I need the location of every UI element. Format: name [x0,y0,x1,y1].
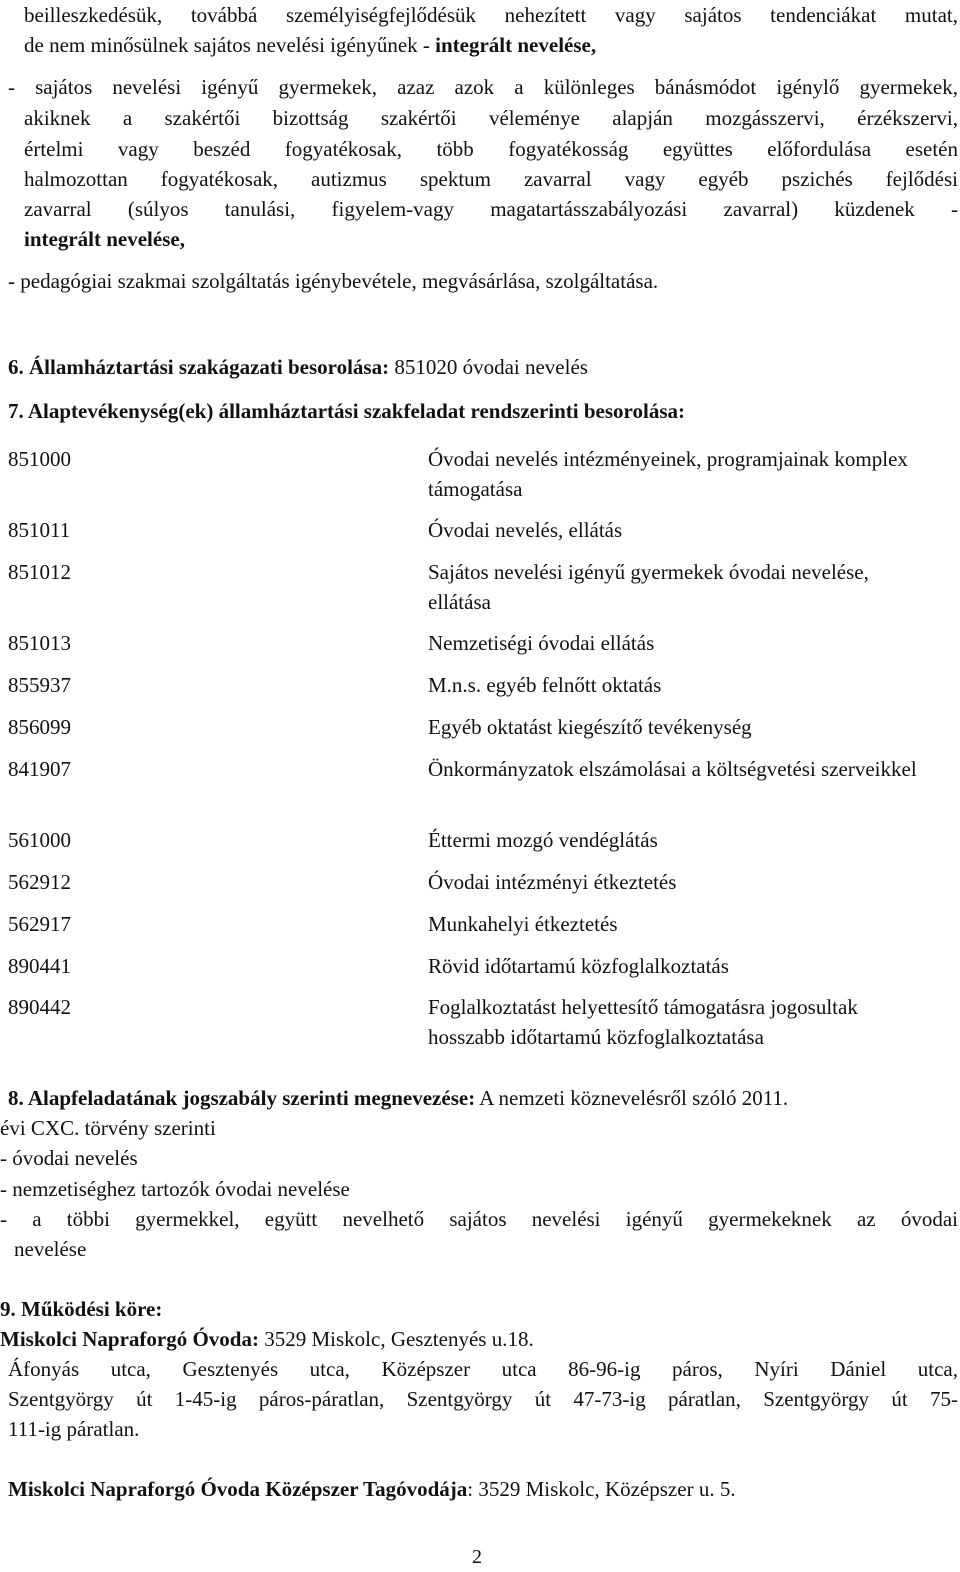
intro-line-2 [24,30,958,60]
institution-main-address: 3529 Miskolc, Gesztenyés u.18. [258,1327,534,1351]
institution-main-name: Miskolci Napraforgó Óvoda: [0,1327,259,1351]
activity-code: 890441 [8,954,71,978]
intro-line-2-bold: integrált nevelése, [435,33,597,57]
section-6-value: 851020 óvodai nevelés [389,355,588,379]
bullet-sni-bold: integrált nevelése, [24,227,185,251]
bullet-sni-line-6 [24,224,958,254]
district-streets-line-1: Áfonyás utca, Gesztenyés utca, Középszer utca 86-96-ig páros, Nyíri Dániel utca, [8,1357,958,1381]
bullet-pedagogy: - pedagógiai szakmai szolgáltatás igénybevétele, megvásárlása, szolgáltatása. [8,269,659,293]
section-8-item-sni-cont: nevelése [14,1237,87,1261]
section-7-heading [8,396,958,426]
bullet-sni-line-1: - sajátos nevelési igényű gyermekek, azaz azok a különleges bánásmódot igénylő gyermekek, [8,75,958,99]
activity-code: 561000 [8,828,71,852]
section-8-item-kindergarten: - óvodai nevelés [0,1146,138,1170]
section-9-heading-text: 9. Működési köre: [0,1297,163,1321]
activity-description: Nemzetiségi óvodai ellátás [428,631,655,655]
activity-code: 562912 [8,870,71,894]
activity-description: Foglalkoztatást helyettesítő támogatásra jogosultak hosszabb időtartamú közfoglalkoztatása [428,995,858,1049]
bullet-sni-line-3: értelmi vagy beszéd fogyatékosak, több fogyatékosság együttes előfordulása esetén [24,137,958,161]
section-6-heading: 6. Államháztartási szakágazati besorolása: [8,355,390,379]
section-8-line-1 [8,1083,958,1113]
activity-code: 855937 [8,673,71,697]
activity-code: 562917 [8,912,71,936]
section-8-law-text: A nemzeti köznevelésről szóló 2011. [475,1086,789,1110]
section-8-line-2: évi CXC. törvény szerinti [0,1116,216,1140]
bullet-sni-line-4: halmozottan fogyatékosak, autizmus spektum zavarral vagy egyéb pszichés fejlődési [24,167,958,191]
bullet-sni-line-2: akiknek a szakértői bizottság szakértői véleménye alapján mozgásszervi, érzékszervi, [24,106,958,130]
section-8-item-nationality: - nemzetiséghez tartozók óvodai nevelése [0,1177,350,1201]
page-number: 2 [472,1546,482,1568]
intro-line-1: beilleszkedésük, továbbá személyiségfejlődésük nehezített vagy sajátos tendenciákat mutat, [24,3,958,27]
activity-description: Rövid időtartamú közfoglalkoztatás [428,954,729,978]
institution-main [0,1324,958,1354]
activity-code: 856099 [8,715,71,739]
section-6 [8,352,958,382]
activity-description: Egyéb oktatást kiegészítő tevékenység [428,715,752,739]
activity-description: Munkahelyi étkeztetés [428,912,618,936]
activity-code: 851012 [8,560,71,584]
activity-description: Sajátos nevelési igényű gyermekek óvodai nevelése, ellátása [428,560,869,614]
activity-code: 851011 [8,518,71,542]
activity-description: Óvodai nevelés, ellátás [428,518,623,542]
district-streets-line-2: Szentgyörgy út 1-45-ig páros-páratlan, Szentgyörgy út 47-73-ig páratlan, Szentgyörgy út 75- [8,1387,958,1411]
section-8-heading: 8. Alapfeladatának jogszabály szerinti megnevezése: [8,1086,476,1110]
institution-member [8,1474,958,1504]
intro-line-2-text: de nem minősülnek sajátos nevelési igényűnek - [24,33,436,57]
activity-description: Óvodai nevelés intézményeinek, programjainak komplex támogatása [428,447,908,501]
activity-code: 890442 [8,995,71,1019]
activity-code: 851000 [8,447,71,471]
activity-code: 851013 [8,631,71,655]
section-8-item-sni: - a többi gyermekkel, együtt nevelhető sajátos nevelési igényű gyermekeknek az óvodai [0,1207,958,1231]
section-7-heading-text: 7. Alaptevékenység(ek) államháztartási szakfeladat rendszerinti besorolása: [8,399,685,423]
activity-description: Óvodai intézményi étkeztetés [428,870,677,894]
activity-description: Éttermi mozgó vendéglátás [428,828,658,852]
activity-description: M.n.s. egyéb felnőtt oktatás [428,673,662,697]
activity-description: Önkormányzatok elszámolásai a költségvetési szerveikkel [428,757,917,781]
institution-member-address: : 3529 Miskolc, Középszer u. 5. [467,1477,736,1501]
district-streets-line-3: 111-ig páratlan. [8,1417,140,1441]
activity-code: 841907 [8,757,71,781]
section-9-heading [0,1294,958,1324]
bullet-sni-line-5: zavarral (súlyos tanulási, figyelem-vagy magatartásszabályozási zavarral) küzdenek - [24,197,958,221]
institution-member-name: Miskolci Napraforgó Óvoda Középszer Tagóvodája [8,1477,468,1501]
